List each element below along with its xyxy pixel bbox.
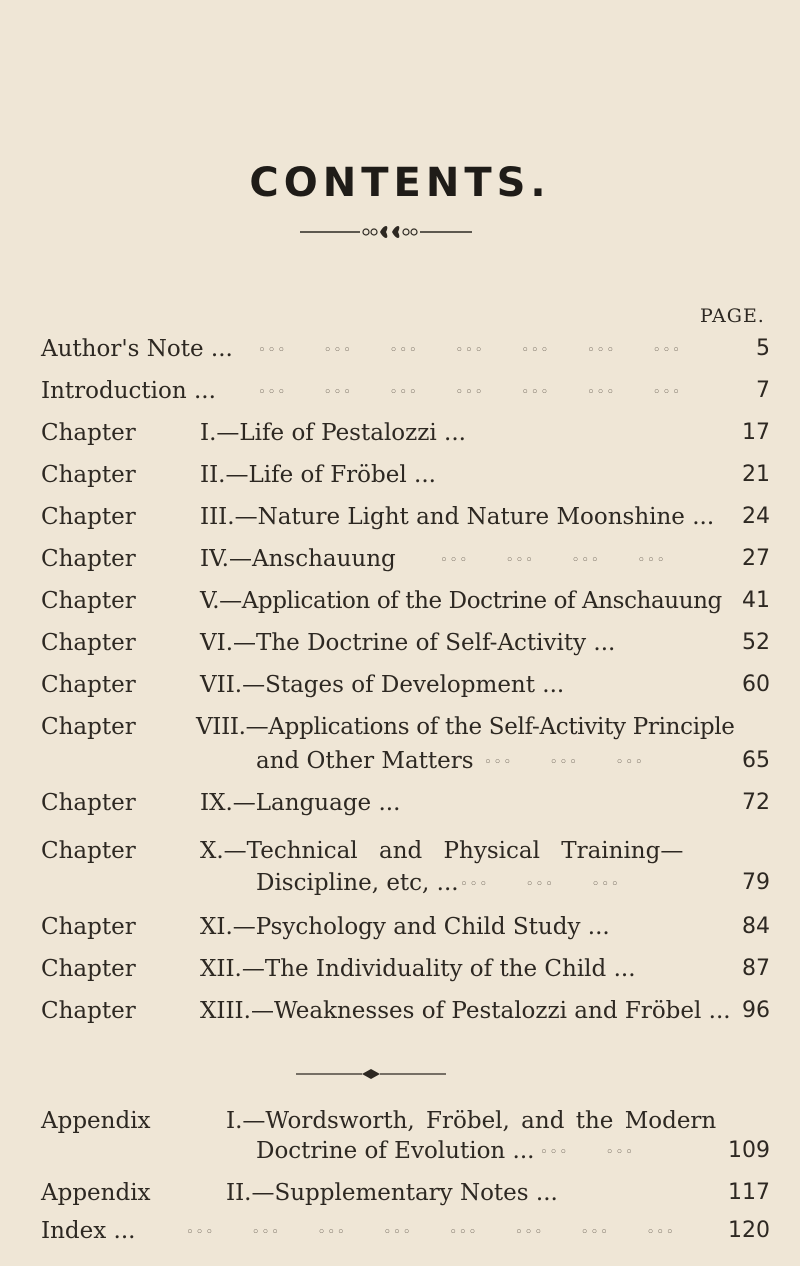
toc-entry-title: II.—Life of Fröbel ... (200, 462, 436, 488)
toc-entry-label: Chapter (41, 462, 136, 488)
leader-dots: ◦◦◦ ◦◦◦ (540, 1145, 635, 1160)
toc-entry-title: X.—Technical and Physical Training— (200, 838, 684, 864)
toc-entry-label: Chapter (41, 838, 136, 864)
toc-entry-title-cont: Discipline, etc, ... (256, 870, 459, 896)
toc-entry-label: Appendix (41, 1180, 151, 1206)
toc-entry-label: Chapter (41, 630, 136, 656)
toc-page-number: 65 (742, 748, 770, 773)
toc-entry-label: Chapter (41, 546, 136, 572)
toc-page-number: 87 (742, 956, 770, 981)
rule-divider-icon (296, 1066, 446, 1082)
toc-entry-label: Index ... (41, 1218, 136, 1244)
toc-entry-title: II.—Supplementary Notes ... (226, 1180, 558, 1206)
toc-page-number: 27 (742, 546, 770, 571)
toc-entry-title: VIII.—Applications of the Self-Activity Principle (196, 714, 735, 740)
toc-page-number: 79 (742, 870, 770, 895)
toc-entry-title: III.—Nature Light and Nature Moonshine ... (200, 504, 715, 530)
toc-entry-label: Chapter (41, 714, 136, 740)
leader-dots: ◦◦◦ ◦◦◦ ◦◦◦ ◦◦◦ ◦◦◦ ◦◦◦ ◦◦◦ (258, 385, 682, 400)
toc-entry-title: IX.—Language ... (200, 790, 401, 816)
leader-dots: ◦◦◦ ◦◦◦ ◦◦◦ ◦◦◦ (440, 553, 667, 568)
toc-entry-title: V.—Application of the Doctrine of Anschauung (200, 588, 722, 614)
toc-entry-title: VII.—Stages of Development ... (200, 672, 565, 698)
toc-entry-label: Chapter (41, 956, 136, 982)
toc-entry-label: Chapter (41, 914, 136, 940)
toc-page-number: 52 (742, 630, 770, 655)
toc-entry-title: XIII.—Weaknesses of Pestalozzi and Fröbel ... (200, 998, 731, 1024)
page-title: CONTENTS. (249, 160, 551, 206)
leader-dots: ◦◦◦ ◦◦◦ ◦◦◦ ◦◦◦ ◦◦◦ ◦◦◦ ◦◦◦ (258, 343, 682, 358)
leader-dots: ◦◦◦ ◦◦◦ ◦◦◦ (460, 877, 621, 892)
toc-page-number: 17 (742, 420, 770, 445)
toc-page-number: 5 (756, 336, 770, 361)
toc-page-number: 117 (728, 1180, 770, 1205)
toc-entry-title: XI.—Psychology and Child Study ... (200, 914, 610, 940)
ornament-divider-icon (300, 224, 472, 240)
toc-entry-label: Appendix (41, 1108, 151, 1134)
toc-entry-title: VI.—The Doctrine of Self-Activity ... (200, 630, 616, 656)
toc-page-number: 7 (756, 378, 770, 403)
toc-page-number: 109 (728, 1138, 770, 1163)
toc-entry-title: XII.—The Individuality of the Child ... (200, 956, 636, 982)
toc-entry-title: IV.—Anschauung (200, 546, 396, 572)
toc-page-number: 120 (728, 1218, 770, 1243)
toc-entry-label: Chapter (41, 420, 136, 446)
toc-page-number: 24 (742, 504, 770, 529)
toc-page-number: 84 (742, 914, 770, 939)
toc-page-number: 72 (742, 790, 770, 815)
toc-entry-label: Chapter (41, 790, 136, 816)
toc-entry-title: I.—Wordsworth, Fröbel, and the Modern (226, 1108, 717, 1134)
toc-entry-title-cont: Doctrine of Evolution ... (256, 1138, 535, 1164)
toc-page-number: 96 (742, 998, 770, 1023)
toc-entry-label: Chapter (41, 504, 136, 530)
toc-entry-label: Author's Note ... (41, 336, 233, 362)
toc-page-number: 60 (742, 672, 770, 697)
leader-dots: ◦◦◦ ◦◦◦ ◦◦◦ (484, 755, 645, 770)
toc-entry-title: I.—Life of Pestalozzi ... (200, 420, 466, 446)
toc-page-number: 21 (742, 462, 770, 487)
toc-entry-label: Chapter (41, 998, 136, 1024)
leader-dots: ◦◦◦ ◦◦◦ ◦◦◦ ◦◦◦ ◦◦◦ ◦◦◦ ◦◦◦ ◦◦◦ (186, 1225, 676, 1240)
page-column-heading: PAGE. (700, 305, 765, 327)
toc-entry-title-cont: and Other Matters (256, 748, 474, 774)
toc-page-number: 41 (742, 588, 770, 613)
toc-entry-label: Introduction ... (41, 378, 216, 404)
toc-entry-label: Chapter (41, 588, 136, 614)
toc-entry-label: Chapter (41, 672, 136, 698)
